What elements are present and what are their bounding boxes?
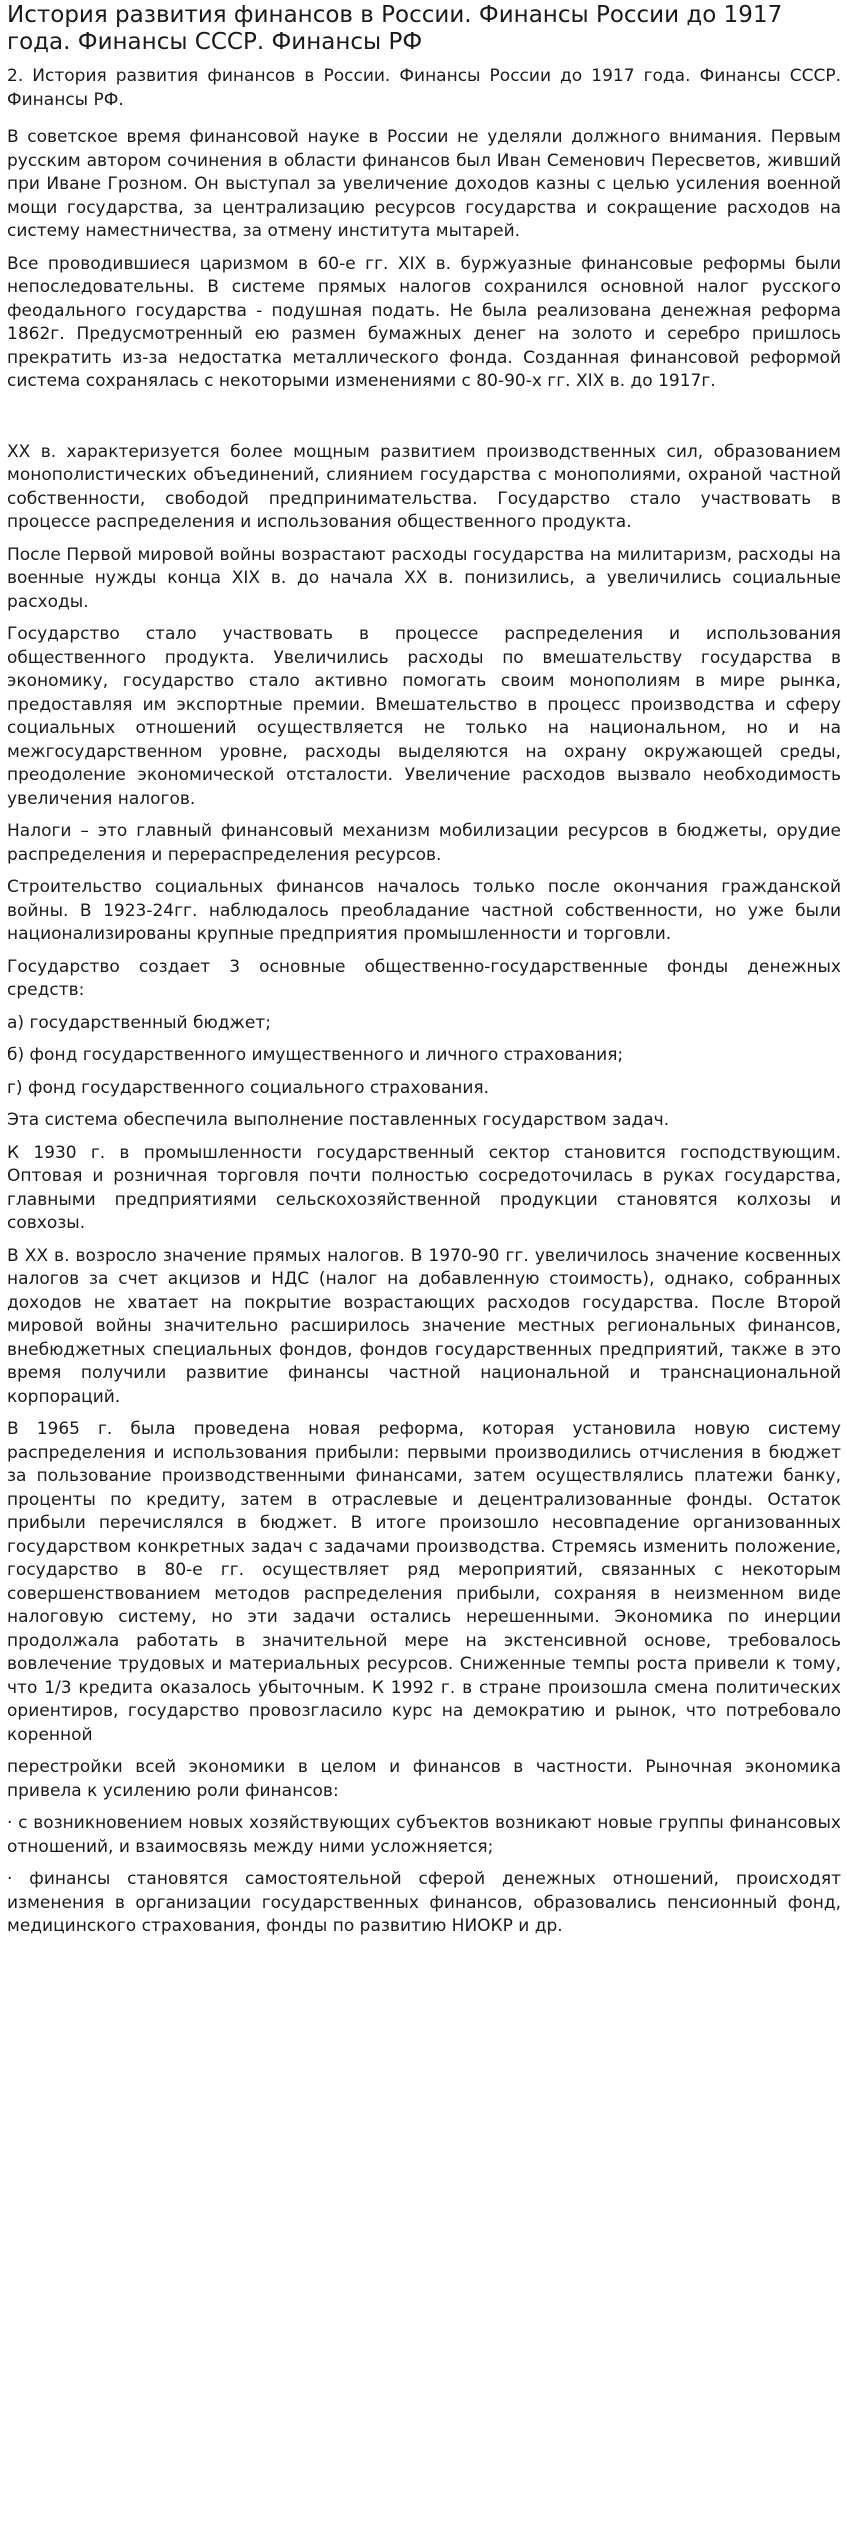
paragraph-20th-century: XX в. характеризуется более мощным развитием производственных сил, образованием монополистических объединений, слиянием государства с монополиями, охраной частной собственности, свободой предпринимательства. Государство стало участвовать в процессе распределения и использования общественного продукта. xyxy=(7,441,841,532)
paragraph-direct-taxes: В XX в. возросло значение прямых налогов. В 1970-90 гг. увеличилось значение косвенных налогов за счет акцизов и НДС (налог на добавленную стоимость), однако, собранных доходов не хватает на покрытие возрастающих расходов государства. После Второй мировой войны значительно расширилось значение местных региональных финансов, внебюджетных специальных фондов, фондов государственных предприятий, также в это время получили развитие финансы частной национальной и транснациональной корпораций. xyxy=(7,1245,841,1407)
paragraph-system-result: Эта система обеспечила выполнение поставленных государством задач. xyxy=(7,1110,670,1130)
paragraph-taxes: Налоги – это главный финансовый механизм мобилизации ресурсов в бюджеты, орудие распределения и перераспределения ресурсов. xyxy=(7,821,841,865)
paragraph-ww1: После Первой мировой войны возрастают расходы государства на милитаризм, расходы на военные нужды конца XIX в. до начала XX в. понизились, а увеличились социальные расходы. xyxy=(7,544,841,612)
bullet-new-entities: · с возникновением новых хозяйствующих субъектов возникают новые группы финансовых отношений, и взаимосвязь между ними усложняется; xyxy=(7,1813,841,1857)
paragraph-peresvetov: В советское время финансовой науке в России не уделяли должного внимания. Первым русским автором сочинения в области финансов был Иван Семенович Пересветов, живший при Иване Грозном. Он выступал за увеличение доходов казны с целью усиления военной мощи государства, за централизацию ресурсов государства и сокращение расходов на систему наместничества, за отмену института мытарей. xyxy=(7,127,841,241)
article xyxy=(0,2,847,1939)
subtitle-paragraph: 2. История развития финансов в России. Финансы России до 1917 года. Финансы СССР. Финансы РФ. xyxy=(7,66,841,110)
paragraph-restructuring: перестройки всей экономики в целом и финансов в частности. Рыночная экономика привела к усилению роли финансов: xyxy=(7,1757,841,1801)
paragraph-social-finance: Строительство социальных финансов началось только после окончания гражданской войны. В 1923-24гг. наблюдалось преобладание частной собственности, но уже были национализированы крупные предприятия промышленности и торговли. xyxy=(7,877,841,944)
bullet-independent-finance: · финансы становятся самостоятельной сферой денежных отношений, происходят изменения в организации государственных финансов, образовались пенсионный фонд, медицинского страхования, фонды по развитию НИОКР и др. xyxy=(7,1869,841,1936)
list-item-budget: а) государственный бюджет; xyxy=(7,1012,271,1033)
list-item-social-insurance-fund: г) фонд государственного социального страхования. xyxy=(7,1077,490,1098)
list-item-insurance-fund: б) фонд государственного имущественного и личного страхования; xyxy=(7,1045,624,1065)
paragraph-tsarist-reforms: Все проводившиеся царизмом в 60-е гг. XIX в. буржуазные финансовые реформы были непоследовательны. В системе прямых налогов сохранился основной налог русского феодального государства - подушная подать. Не была реализована денежная реформа 1862г. Предусмотренный ею размен бумажных денег на золото и серебро пришлось прекратить из-за недостатка металлического фонда. Созданная финансовой реформой система сохранялась с некоторыми изменениями с 80-90-х гг. XIX в. до 1917г. xyxy=(7,253,841,391)
paragraph-three-funds: Государство создает 3 основные общественно-государственные фонды денежных средств: xyxy=(7,956,841,1000)
page-title: История развития финансов в России. Финансы России до 1917 года. Финансы СССР. Финансы РФ xyxy=(7,2,783,55)
paragraph-1965-reform: В 1965 г. была проведена новая реформа, которая установила новую систему распределения и использования прибыли: первыми производились отчисления в бюджет за пользование производственными финансами, затем осуществлялись платежи банку, проценты по кредиту, затем в отраслевые и децентрализованные фонды. Остаток прибыли перечислялся в бюджет. В итоге произошло несовпадение организованных государством конкретных задач с задачами производства. Стремясь изменить положение, государство в 80-е гг. осуществляет ряд мероприятий, связанных с некоторым совершенствованием методов распределения прибыли, сохраняя в неизменном виде налоговую систему, но эти задачи остались нерешенными. Экономика по инерции продолжала работать в значительной мере на экстенсивной основе, требовалось вовлечение трудовых и материальных ресурсов. Сниженные темпы роста привели к тому, что 1/3 кредита оказалось убыточным. К 1992 г. в стране произошла смена политических ориентиров, государство провозгласило курс на демократию и рынок, что потребовало коренной xyxy=(7,1419,841,1745)
paragraph-state-participation: Государство стало участвовать в процессе распределения и использования общественного продукта. Увеличились расходы по вмешательству государства в экономику, государство стало активно помогать своим монополиям в мире рынка, предоставляя им экспортные премии. Вмешательство в процесс производства и сферу социальных отношений осуществляется не только на национальном, но и на межгосударственном уровне, расходы выделяются на охрану окружающей среды, преодоление экономической отсталости. Увеличение расходов вызвало необходимость увеличения налогов. xyxy=(7,624,841,809)
paragraph-1930: К 1930 г. в промышленности государственный сектор становится господствующим. Оптовая и розничная торговля почти полностью сосредоточилась в руках государства, главными предприятиями сельскохозяйственной продукции становятся колхозы и совхозы. xyxy=(7,1142,841,1233)
